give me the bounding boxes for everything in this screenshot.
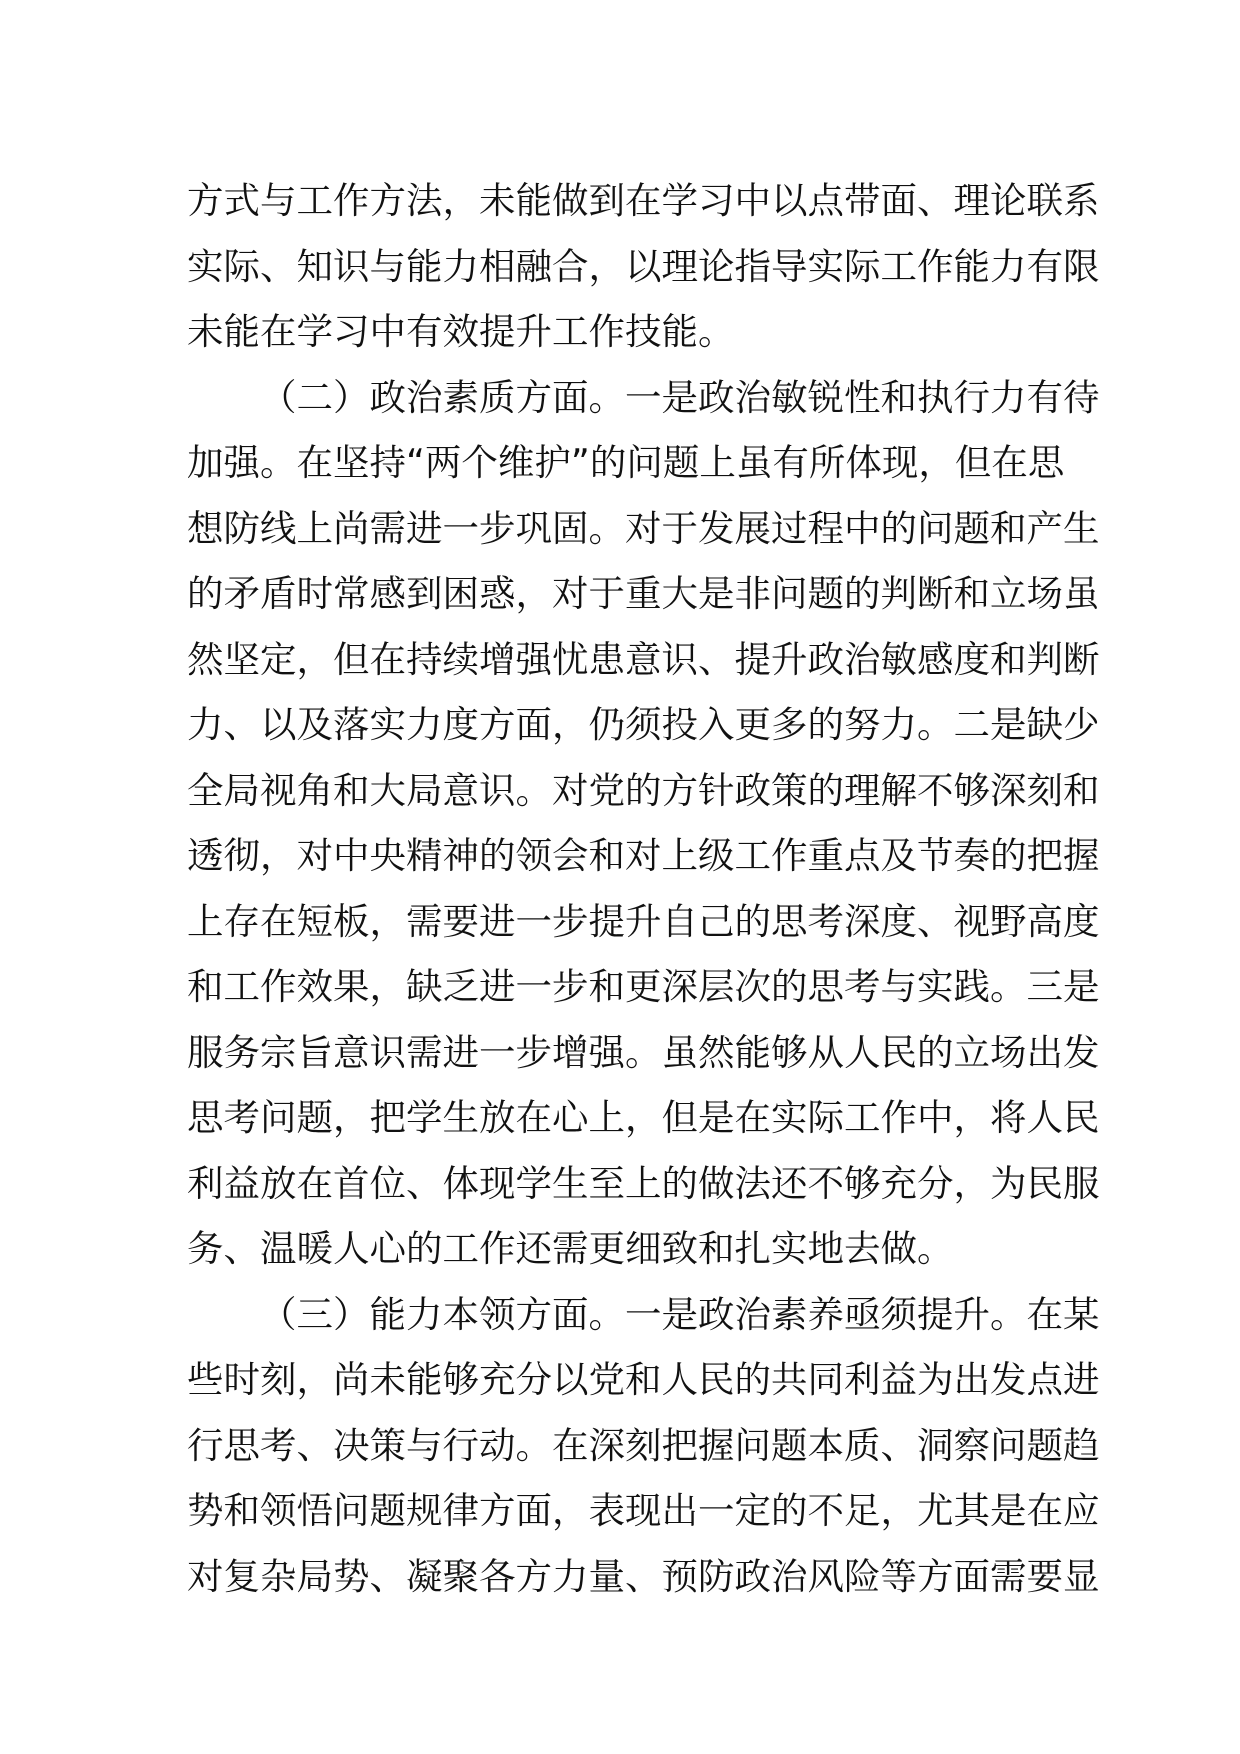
text-line: 方式与工作方法，未能做到在学习中以点带面、理论联系 [187, 179, 1100, 222]
text-line: 全局视角和大局意识。对党的方针政策的理解不够深刻和 [187, 768, 1100, 812]
text-line: 和工作效果，缺乏进一步和更深层次的思考与实践。三是 [187, 965, 1100, 1008]
text-line: 务、温暖人心的工作还需更细致和扎实地去做。 [187, 1227, 954, 1270]
text-line: 然坚定，但在持续增强忧患意识、提升政治敏感度和判断 [187, 637, 1100, 681]
text-line: 势和领悟问题规律方面，表现出一定的不足，尤其是在应 [187, 1489, 1100, 1532]
text-line: 加强。在坚持“两个维护”的问题上虽有所体现，但在思 [187, 441, 1065, 484]
text-line: 力、以及落实力度方面，仍须投入更多的努力。二是缺少 [187, 703, 1100, 746]
text-line: 利益放在首位、体现学生至上的做法还不够充分，为民服 [187, 1161, 1100, 1205]
text-line: 些时刻，尚未能够充分以党和人民的共同利益为出发点进 [187, 1358, 1100, 1401]
text-line: 实际、知识与能力相融合，以理论指导实际工作能力有限 [187, 244, 1100, 288]
text-line: 未能在学习中有效提升工作技能。 [187, 310, 735, 353]
text-line: 对复杂局势、凝聚各方力量、预防政治风险等方面需要显 [187, 1554, 1100, 1598]
text-line: 想防线上尚需进一步巩固。对于发展过程中的问题和产生 [187, 506, 1100, 550]
text-line: 服务宗旨意识需进一步增强。虽然能够从人民的立场出发 [187, 1030, 1100, 1074]
text-line: 上存在短板，需要进一步提升自己的思考深度、视野高度 [187, 899, 1100, 943]
body-text [187, 168, 1100, 1609]
text-line: 的矛盾时常感到困惑，对于重大是非问题的判断和立场虽 [187, 572, 1100, 615]
text-line: 行思考、决策与行动。在深刻把握问题本质、洞察问题趋 [187, 1423, 1100, 1467]
text-line: 透彻，对中央精神的领会和对上级工作重点及节奏的把握 [187, 834, 1100, 877]
text-line: 思考问题，把学生放在心上，但是在实际工作中，将人民 [187, 1096, 1100, 1139]
section-heading-line: （三）能力本领方面。一是政治素养亟须提升。在某 [260, 1292, 1100, 1336]
section-heading-line: （二）政治素质方面。一是政治敏锐性和执行力有待 [260, 375, 1100, 419]
